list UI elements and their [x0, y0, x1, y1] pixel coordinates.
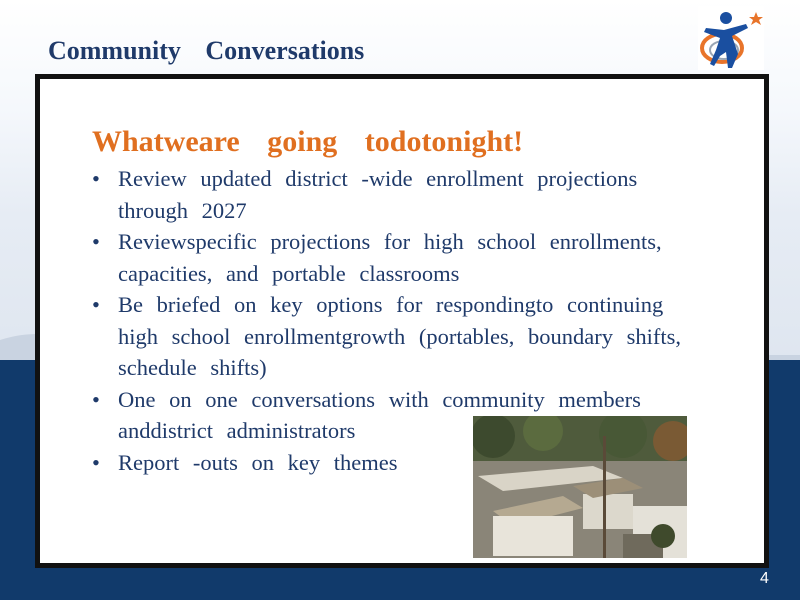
bullet-dot-icon: •: [92, 292, 100, 317]
bullet-dot-icon: •: [92, 166, 100, 191]
bullet-item: [92, 163, 702, 226]
page-number: 4: [760, 570, 769, 587]
content-heading: Whatweare going todotonight!: [92, 125, 524, 158]
bullet-dot-icon: •: [92, 386, 100, 412]
portable-classrooms-photo: [473, 416, 687, 558]
bullet-dot-icon: •: [92, 229, 100, 254]
bullet-text: One on one conversations with community members anddistrict administrators: [118, 386, 641, 443]
person-star-globe-logo: [698, 6, 764, 70]
bullet-text: Report -outs on key themes: [118, 449, 398, 475]
bullet-text: Reviewspecific projections for high school enrollments, capacities, and portable classrooms: [118, 229, 662, 286]
content-panel: [35, 74, 769, 568]
bullet-dot-icon: •: [92, 449, 100, 475]
bullet-item: [92, 226, 702, 289]
bullet-item: [92, 289, 702, 384]
bullet-text: Review updated district -wide enrollment projections through 2027: [118, 166, 638, 223]
bullet-text: Be briefed on key options for respondingto continuing high school enrollmentgrowth (portables, boundary shifts, schedule shifts): [118, 292, 682, 380]
slide-title: Community Conversations: [48, 36, 365, 65]
